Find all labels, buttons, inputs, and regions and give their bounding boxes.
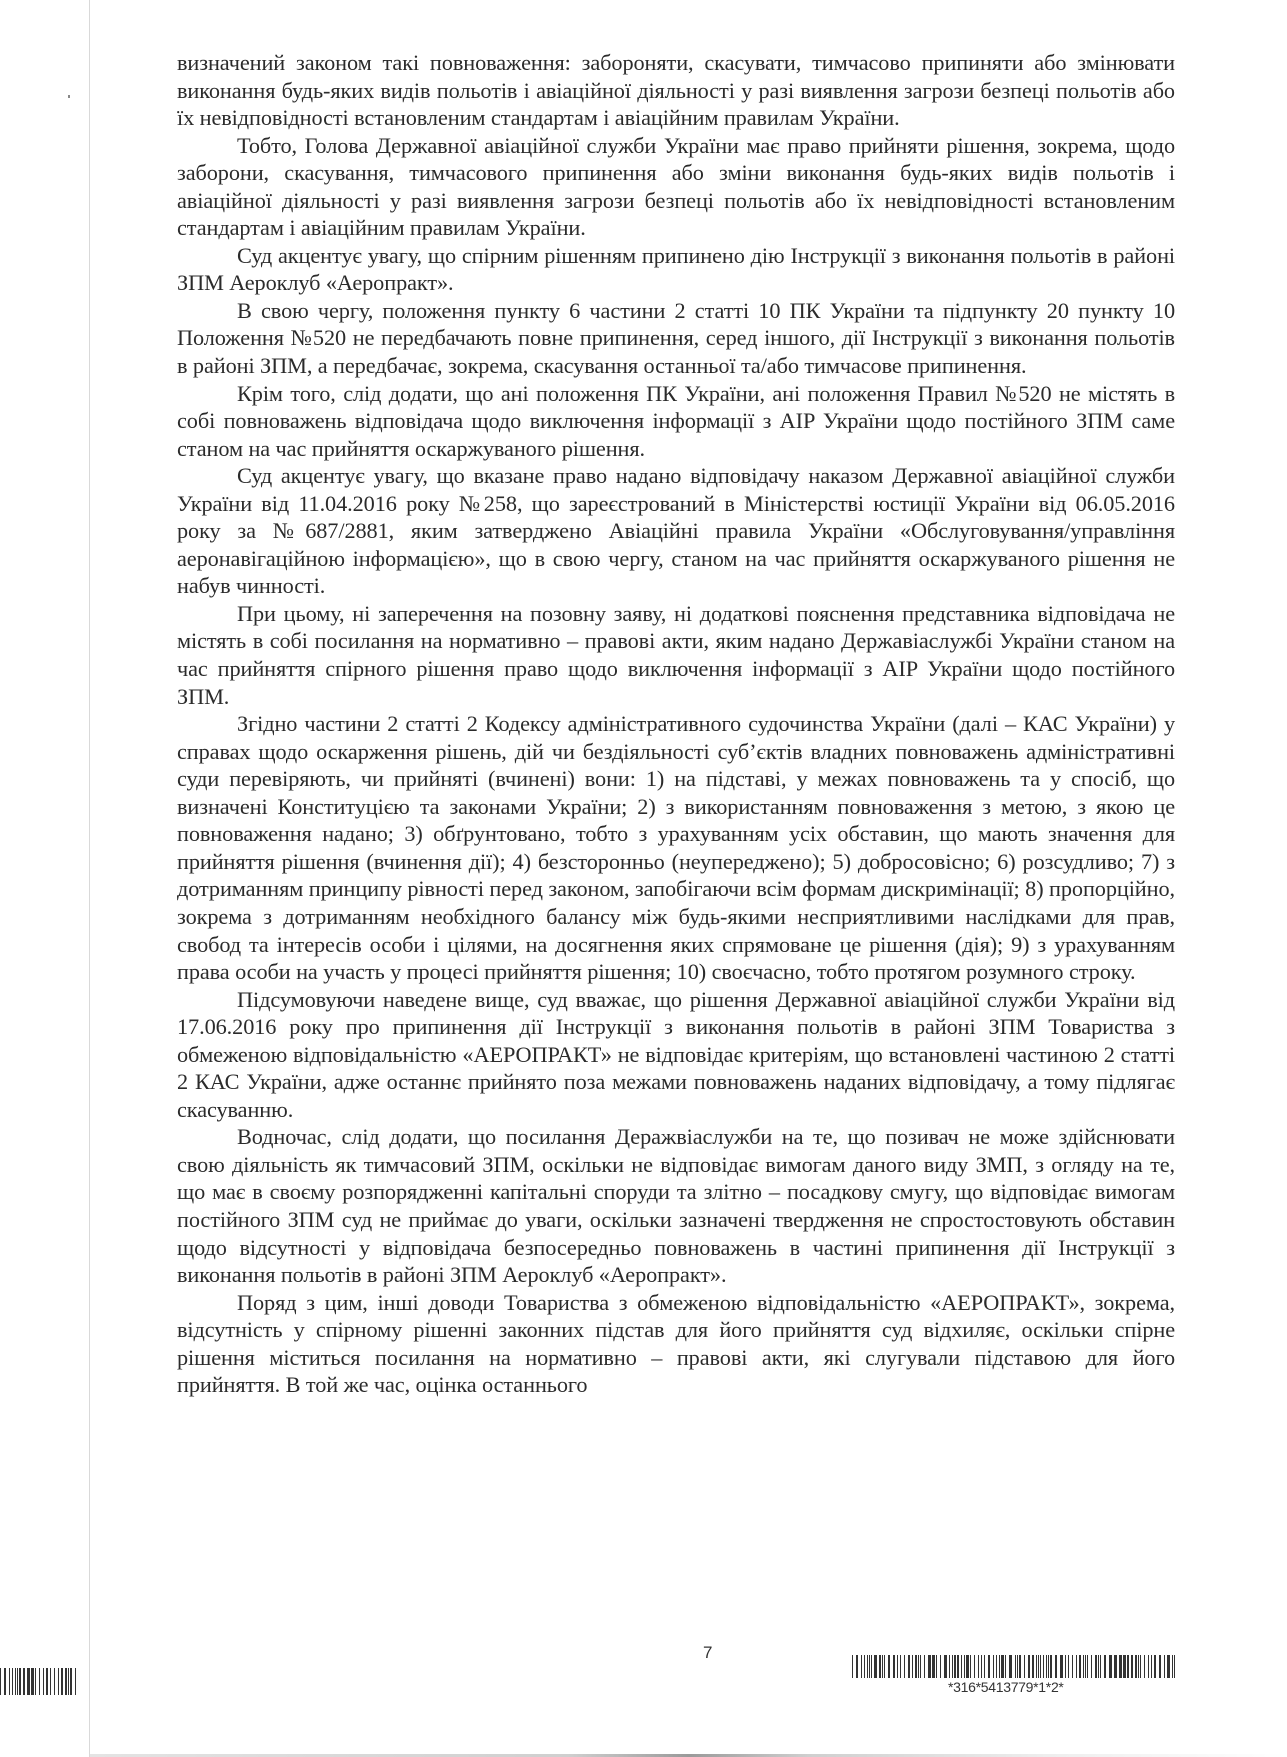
paragraph: Тобто, Голова Державної авіаційної служби України має право прийняти рішення, зокрема, щодо заборони, скасування, тимчасового припинення або зміни виконання будь-яких видів польотів і авіаційної діяльності у разі виявлення загрози безпеці польотів або їх невідповідності встановленим стандартам і авіаційним правилам України. xyxy=(177,132,1175,241)
barcode-bar xyxy=(1085,1655,1086,1678)
paragraph: В свою чергу, положення пункту 6 частини 2 статті 10 ПК України та підпункту 20 пункту 10 Положення №520 не передбачають повне припинення, серед іншого, дії Інструкції з виконання польотів в районі ЗПМ, а передбачає, зокрема, скасування останньої та/або тимчасове припинення. xyxy=(177,297,1175,379)
barcode-icon xyxy=(852,1655,1180,1678)
barcode-bar xyxy=(1098,1655,1099,1678)
barcode-label: *316*5413779*1*2* xyxy=(948,1679,1064,1695)
barcode-bar xyxy=(1043,1655,1044,1678)
barcode-bar xyxy=(1083,1655,1084,1678)
barcode-bar xyxy=(974,1655,975,1678)
barcode-bar xyxy=(996,1655,997,1678)
barcode-bar xyxy=(1091,1655,1092,1678)
barcode-bar xyxy=(1038,1655,1039,1678)
barcode-bar xyxy=(864,1655,865,1678)
barcode-bar xyxy=(1104,1655,1106,1678)
barcode-bar xyxy=(0,1668,1,1695)
barcode-bar xyxy=(1148,1655,1149,1678)
barcode-bar xyxy=(1015,1655,1016,1678)
barcode-bar xyxy=(999,1655,1000,1678)
barcode-bar xyxy=(1005,1655,1006,1678)
barcode-bar xyxy=(65,1668,67,1695)
barcode-bar xyxy=(75,1668,76,1695)
barcode-bar xyxy=(70,1668,72,1695)
barcode-bar xyxy=(1119,1655,1122,1678)
barcode-bar xyxy=(1154,1655,1156,1678)
barcode-bar xyxy=(12,1668,13,1695)
barcode-bar xyxy=(31,1668,34,1695)
barcode-bar xyxy=(964,1655,965,1678)
barcode-bar xyxy=(50,1668,51,1695)
barcode-bar xyxy=(984,1655,985,1678)
barcode-bar xyxy=(1068,1655,1069,1678)
barcode-bar xyxy=(1131,1655,1133,1678)
barcode-bar xyxy=(1019,1655,1021,1678)
barcode-bar xyxy=(957,1655,959,1678)
barcode-bar xyxy=(1065,1655,1066,1678)
barcode-bar xyxy=(871,1655,872,1678)
document-body xyxy=(177,49,1175,1399)
scan-speck xyxy=(68,95,70,98)
paragraph: Суд акцентує увагу, що вказане право надано відповідачу наказом Державної авіаційної служби України від 11.04.2016 року №258, що зареєстрований в Міністерстві юстиції України від 06.05.2016 року за №687/2881, яким затверджено Авіаційні правила України «Обслуговування/управління аеронавігаційною інформацією», що в свою чергу, станом на час прийняття оскаржуваного рішення не набув чинності. xyxy=(177,463,1175,599)
barcode-bar xyxy=(884,1655,885,1678)
barcode-bar xyxy=(879,1655,881,1678)
barcode-bar xyxy=(1140,1655,1141,1678)
barcode-bar xyxy=(1123,1655,1126,1678)
barcode-bar xyxy=(918,1655,919,1678)
paragraph: Водночас, слід додати, що посилання Деражвіаслужби на те, що позивач не може здійснювати свою діяльність як тимчасовий ЗПМ, оскільки не відповідає вимогам даного виду ЗМП, з огляду на те, що має в своєму розпорядженні капітальні споруди та злітно – посадкову смугу, що відповідає вимогам постійного ЗПМ суд не приймає до уваги, оскільки зазначені твердження не спростостовують обставин щодо відсутності у відповідача безпосередньо повноважень в частині припинення дії Інструкції з виконання польотів в районі ЗПМ Аероклуб «Аеропракт». xyxy=(177,1124,1175,1288)
barcode-bar xyxy=(15,1668,16,1695)
barcode-bar xyxy=(924,1655,925,1678)
barcode-bar xyxy=(970,1655,971,1678)
paragraph: Крім того, слід додати, що ані положення ПК України, ані положення Правил №520 не містять в собі повноважень відповідача щодо виключення інформації з AIP України щодо постійного ЗПМ саме станом на час прийняття оскаржуваного рішення. xyxy=(177,380,1175,461)
barcode-bar xyxy=(932,1655,935,1678)
barcode-bar xyxy=(912,1655,913,1678)
barcode-bar xyxy=(17,1668,18,1695)
barcode-bar xyxy=(856,1655,858,1678)
barcode-bar xyxy=(904,1655,905,1678)
paragraph: Згідно частини 2 статті 2 Кодексу адміністративного судочинства України (далі – КАС України) у справах щодо оскарження рішень, дій чи бездіяльності суб’єктів владних повноважень адміністративні суди перевіряють, чи прийняті (вчинені) вони: 1) на підставі, у межах повноважень та у спосіб, що визначені Конституцією та законами України; 2) з використанням повноваження з метою, з якою це повноваження надано; 3) обґрунтовано, тобто з урахуванням усіх обставин, що мають значення для прийняття рішення (вчинення дії); 4) безсторонньо (неупереджено); 5) добросовісно; 6) розсудливо; 7) з дотриманням принципу рівності перед законом, запобігаючи всім формам дискримінації; 8) пропорційно, зокрема з дотриманням необхідного балансу між будь-якими несприятливими наслідками для прав, свобод та інтересів особи і цілями, на досягнення яких спрямоване це рішення (дія); 9) з урахуванням права особи на участь у процесі прийняття рішення; 10) своєчасно, тобто протягом розумного строку. xyxy=(177,711,1175,985)
barcode-bar xyxy=(1135,1655,1137,1678)
barcode-bar xyxy=(23,1668,25,1695)
barcode-bar xyxy=(1159,1655,1161,1678)
barcode-bar xyxy=(1017,1655,1018,1678)
barcode-bar xyxy=(58,1668,59,1695)
barcode-bar xyxy=(882,1655,883,1678)
barcode-bar xyxy=(1174,1655,1175,1678)
barcode-bar xyxy=(1001,1655,1004,1678)
barcode-bar xyxy=(961,1655,962,1678)
barcode-bar xyxy=(1167,1655,1170,1678)
barcode-bar xyxy=(1040,1655,1041,1678)
paragraph: Підсумовуючи наведене вище, суд вважає, що рішення Державної авіаційної служби України від 17.06.2016 року про припинення дії Інструкції з виконання польотів в районі ЗПМ Товариства з обмеженою відповідальністю «АЕРОПРАКТ» не відповідає критеріям, що встановлені частиною 2 статті 2 КАС України, адже останнє прийнято поза межами повноважень наданих відповідачу, а тому підлягає скасуванню. xyxy=(177,986,1175,1122)
scan-page-edge xyxy=(89,0,90,1757)
barcode-bar xyxy=(27,1668,30,1695)
barcode-bar xyxy=(1100,1655,1101,1678)
barcode-bar xyxy=(893,1655,895,1678)
barcode-bar xyxy=(888,1655,890,1678)
barcode-bar xyxy=(1032,1655,1034,1678)
paragraph: Поряд з цим, інші доводи Товариства з обмеженою відповідальністю «АЕРОПРАКТ», зокрема, відсутність у спірному рішенні законних підстав для його прийняття суд відхиляє, оскільки спірне рішення міститься посилання на нормативно – правові акти, які слугували підставою для його прийняття. В той же час, оцінка останнього xyxy=(177,1289,1175,1398)
barcode-bar xyxy=(1024,1655,1025,1678)
barcode-bar xyxy=(1114,1655,1117,1678)
barcode-bar xyxy=(1046,1655,1047,1678)
paragraph: При цьому, ні заперечення на позовну заяву, ні додаткові пояснення представника відповідача не містять в собі посилання на нормативно – правові акти, яким надано Державіаслужбі України станом на час прийняття спірного рішення право щодо виключення інформації з AIP України щодо постійного ЗПМ. xyxy=(177,600,1175,709)
page-number: 7 xyxy=(703,1643,713,1662)
barcode-bar xyxy=(1095,1655,1097,1678)
barcode-bar xyxy=(981,1655,982,1678)
barcode-bar xyxy=(4,1668,6,1695)
barcode-bar xyxy=(949,1655,950,1678)
barcode-bar xyxy=(1138,1655,1139,1678)
barcode-bar xyxy=(978,1655,979,1678)
barcode-bar xyxy=(936,1655,937,1678)
barcode-bar xyxy=(54,1668,55,1695)
barcode-bar xyxy=(915,1655,917,1678)
barcode-bar xyxy=(869,1655,870,1678)
barcode-bar xyxy=(1050,1655,1052,1678)
barcode-bar xyxy=(1060,1655,1063,1678)
barcode-bar xyxy=(1076,1655,1077,1678)
barcode-bar xyxy=(35,1668,36,1695)
barcode-bar xyxy=(1048,1655,1049,1678)
barcode-bar xyxy=(908,1655,910,1678)
barcode-bar xyxy=(1079,1655,1081,1678)
barcode-bar xyxy=(1028,1655,1030,1678)
barcode-bar xyxy=(1109,1655,1112,1678)
side-barcode-icon xyxy=(0,1668,80,1695)
barcode-bar xyxy=(952,1655,953,1678)
barcode-bar xyxy=(1151,1655,1152,1678)
paragraph: Суд акцентує увагу, що спірним рішенням припинено дію Інструкції з виконання польотів в районі ЗПМ Аероклуб «Аеропракт». xyxy=(177,242,1175,296)
barcode-bar xyxy=(1164,1655,1165,1678)
barcode-bar xyxy=(867,1655,868,1678)
barcode-bar xyxy=(1036,1655,1037,1678)
barcode-bar xyxy=(1087,1655,1088,1678)
barcode-bar xyxy=(1009,1655,1012,1678)
barcode-bar xyxy=(68,1668,69,1695)
paragraph: визначений законом такі повноваження: забороняти, скасувати, тимчасово припиняти або змінювати виконання будь-яких видів польотів і авіаційної діяльності у разі виявлення загрози безпеці польотів або їх невідповідності встановленим стандартам і авіаційним правилам України. xyxy=(177,50,1175,131)
barcode-bar xyxy=(46,1668,48,1695)
barcode-bar xyxy=(19,1668,21,1695)
barcode-bar xyxy=(852,1655,853,1678)
barcode-bar xyxy=(900,1655,901,1678)
barcode-bar xyxy=(874,1655,877,1678)
barcode-bar xyxy=(928,1655,931,1678)
barcode-bar xyxy=(944,1655,947,1678)
barcode-bar xyxy=(1072,1655,1073,1678)
barcode-bar xyxy=(9,1668,10,1695)
barcode-bar xyxy=(61,1668,63,1695)
barcode-bar xyxy=(1127,1655,1129,1678)
barcode-bar xyxy=(1172,1655,1173,1678)
barcode-bar xyxy=(920,1655,921,1678)
barcode-bar xyxy=(1144,1655,1145,1678)
barcode-bar xyxy=(993,1655,994,1678)
barcode-bar xyxy=(1055,1655,1057,1678)
barcode-bar xyxy=(861,1655,862,1678)
barcode-bar xyxy=(897,1655,898,1678)
barcode-bar xyxy=(39,1668,40,1695)
barcode-bar xyxy=(954,1655,956,1678)
barcode-bar xyxy=(940,1655,941,1678)
barcode-bar xyxy=(988,1655,990,1678)
barcode-bar xyxy=(43,1668,44,1695)
barcode-bar xyxy=(966,1655,969,1678)
